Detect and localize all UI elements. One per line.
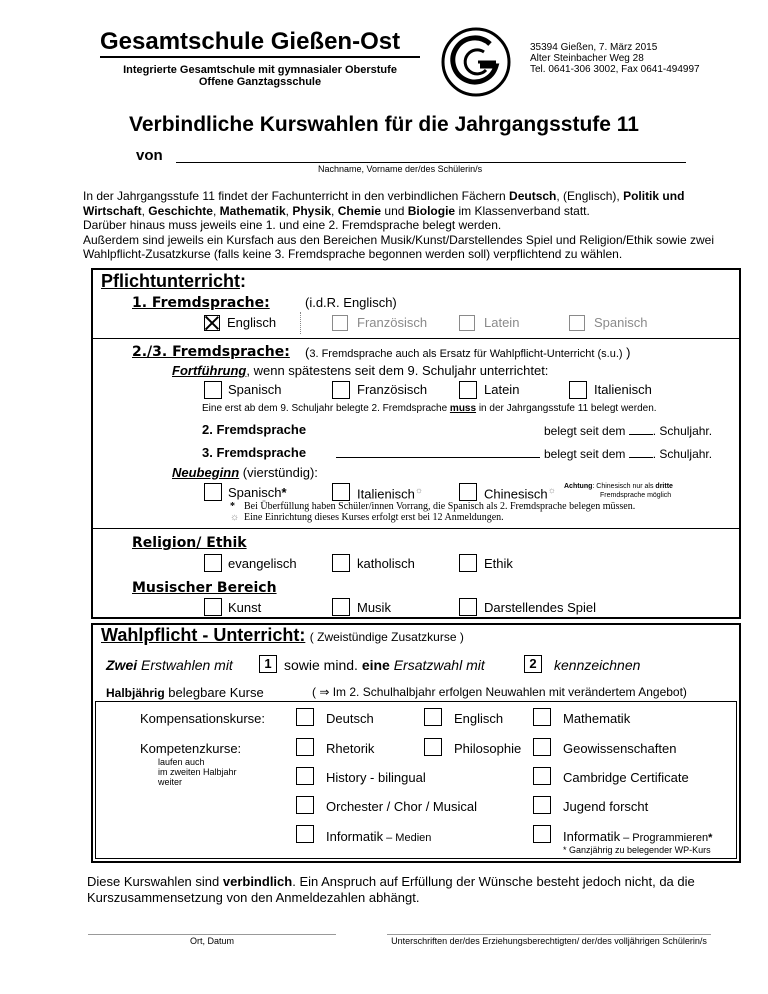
fs1-option-englisch: Englisch (227, 315, 277, 330)
footnote-sun: ☼ Eine Einrichtung dieses Kurses erfolgt erst bei 12 Anmeldungen. (230, 512, 504, 523)
komp-option-deutsch: Deutsch (326, 711, 374, 726)
komp-option-englisch: Englisch (454, 711, 504, 726)
neubeginn-line: Neubeginn (vierstündig): (172, 465, 318, 480)
fs1-note: (i.d.R. Englisch) (305, 295, 397, 310)
musisch-label: Musischer Bereich (132, 580, 277, 596)
fs1-option-spanisch: Spanisch (594, 315, 648, 330)
kompet-option-cambridge: Cambridge Certificate (563, 770, 689, 785)
achtung-note: Achtung: Chinesisch nur als dritte Fremdsprache möglich (564, 483, 673, 499)
halbjaehrig-note: ( ⇒ Im 2. Schulhalbjahr erfolgen Neuwahlen mit verändertem Angebot) (312, 685, 687, 699)
address-phone: Tel. 0641-306 3002, Fax 0641-494997 (530, 64, 700, 75)
parent-signature-line[interactable] (387, 934, 711, 935)
address-street: Alter Steinbacher Weg 28 (530, 53, 644, 64)
kompet-option-philosophie: Philosophie (454, 741, 522, 756)
religion-option-ethik: Ethik (484, 556, 513, 571)
footnote-star: * Bei Überfüllung haben Schüler/innen Vorrang, die Spanisch als 2. Fremdsprache belegen müssen. (230, 501, 636, 512)
name-caption: Nachname, Vorname der/des Schülerin/s (318, 164, 483, 174)
von-label: von (136, 147, 163, 164)
fort-option-italienisch: Italienisch (594, 382, 652, 397)
fs23-label: 2./3. Fremdsprache: (132, 344, 290, 360)
third-language-field[interactable] (336, 444, 540, 458)
second-language-since: belegt seit dem . Schuljahr. (544, 424, 713, 438)
musisch-option-ds: Darstellendes Spiel (484, 600, 597, 615)
fs23-note: (3. Fremdsprache auch als Ersatz für Wahlpflicht-Unterricht (s.u.) ) (305, 345, 631, 360)
wahlpflicht-heading: Wahlpflicht - Unterricht: ( Zweistündige Zusatzkurse ) (101, 625, 464, 645)
komp-englisch-checkbox[interactable] (424, 708, 442, 726)
kompet-option-informatik-medien: Informatik – Medien (326, 829, 432, 844)
fort-franzoesisch-checkbox[interactable] (332, 381, 350, 399)
fs1-franzoesisch-checkbox[interactable] (332, 315, 348, 331)
intro-text (83, 189, 743, 262)
neu-chinesisch-checkbox[interactable] (459, 483, 477, 501)
neu-option-spanisch: Spanisch* (228, 485, 287, 500)
kompet-jugend-forscht-checkbox[interactable] (533, 796, 551, 814)
kompet-option-geowissenschaften: Geowissenschaften (563, 741, 677, 756)
fort-italienisch-checkbox[interactable] (569, 381, 587, 399)
signature-caption: Unterschriften der/des Erziehungsberechtigten/ der/des volljährigen Schülerin/s (391, 936, 707, 946)
third-language-since: belegt seit dem . Schuljahr. (544, 447, 713, 461)
second-choice-marker: 2 (524, 655, 542, 673)
kompet-option-informatik-programmieren: Informatik – Programmieren* (563, 829, 713, 844)
fort-option-franzoesisch: Französisch (357, 382, 428, 397)
kompetenz-note: laufen auch im zweiten Halbjahr weiter (158, 757, 237, 787)
school-name: Gesamtschule Gießen-Ost (100, 28, 401, 55)
neubeginn-footnotes (230, 501, 635, 523)
kompet-geowissenschaften-checkbox[interactable] (533, 738, 551, 756)
kompet-orchester-checkbox[interactable] (296, 796, 314, 814)
second-language-label: 2. Fremdsprache (202, 422, 307, 437)
kompet-option-jugend-forscht: Jugend forscht (563, 799, 649, 814)
intro-paragraph-3: Außerdem sind jeweils ein Kursfach aus den Bereichen Musik/Kunst/Darstellendes Spiel und Religion/Ethik sowie zwei Wahlpflicht-Zusatzkurse (falls keine 3. Fremdsprache begonnen werden soll) verpflichtend zu wählen. (83, 232, 714, 261)
separator (300, 312, 301, 334)
third-language-label: 3. Fremdsprache (202, 445, 307, 460)
kompet-option-history: History - bilingual (326, 770, 426, 785)
third-language-year-field[interactable] (629, 447, 653, 458)
religion-ethik-checkbox[interactable] (459, 554, 477, 572)
intro-paragraph-2: Darüber hinaus muss jeweils eine 1. und eine 2. Fremdsprache belegt werden. (83, 218, 502, 232)
musisch-kunst-checkbox[interactable] (204, 598, 222, 616)
fort-latein-checkbox[interactable] (459, 381, 477, 399)
kompet-philosophie-checkbox[interactable] (424, 738, 442, 756)
pflicht-heading: Pflichtunterricht: (101, 271, 247, 291)
kompensation-label: Kompensationskurse: (140, 711, 266, 726)
musisch-ds-checkbox[interactable] (459, 598, 477, 616)
kompet-informatik-programmieren-checkbox[interactable] (533, 825, 551, 843)
fortfuehrung-line: Fortführung, wenn spätestens seit dem 9. Schuljahr unterrichtet: (172, 363, 549, 378)
halbjaehrig-line: Halbjährig belegbare Kurse (106, 685, 264, 700)
intro-paragraph-1: In der Jahrgangsstufe 11 findet der Fachunterricht in den verbindlichen Fächern Deutsch, (Englisch), Politik und Wirtschaft, Geschichte, Mathematik, Physik, Chemie und Biologie im Klassenverband statt. (83, 189, 685, 218)
kompet-cambridge-checkbox[interactable] (533, 767, 551, 785)
musisch-musik-checkbox[interactable] (332, 598, 350, 616)
school-logo-icon (440, 26, 512, 98)
neu-option-chinesisch: Chinesisch☼ (484, 485, 556, 502)
religion-katholisch-checkbox[interactable] (332, 554, 350, 572)
date-caption: Ort, Datum (189, 936, 234, 946)
kompet-history-checkbox[interactable] (296, 767, 314, 785)
fs1-option-franzoesisch: Französisch (357, 315, 428, 330)
ganzjaehrig-footnote: * Ganzjährig zu belegender WP-Kurs (563, 845, 711, 855)
wahlpflicht-instruction-2: sowie mind. eine Ersatzwahl mit (284, 657, 485, 673)
fs1-option-latein: Latein (484, 315, 520, 330)
kompet-option-orchester: Orchester / Chor / Musical (326, 799, 477, 814)
subtitle-line-2: Offene Ganztagsschule (198, 76, 322, 88)
first-choice-marker: 1 (259, 655, 277, 673)
komp-option-mathematik: Mathematik (563, 711, 631, 726)
date-signature-line[interactable] (88, 934, 336, 935)
religion-option-katholisch: katholisch (357, 556, 415, 571)
fs2-requirement-note: Eine erst ab dem 9. Schuljahr belegte 2. Fremdsprache muss in der Jahrgangsstufe 11 belegt werden. (202, 403, 657, 414)
neu-spanisch-checkbox[interactable] (204, 483, 222, 501)
subtitle-line-1: Integrierte Gesamtschule mit gymnasialer Oberstufe (123, 64, 397, 76)
wahlpflicht-instruction-3: kennzeichnen (554, 657, 641, 673)
fort-option-latein: Latein (484, 382, 520, 397)
divider (93, 338, 739, 339)
address-date: 35394 Gießen, 7. März 2015 (530, 42, 658, 53)
page-title: Verbindliche Kurswahlen für die Jahrgangsstufe 11 (129, 113, 639, 136)
kompet-rhetorik-checkbox[interactable] (296, 738, 314, 756)
closing-text: Diese Kurswahlen sind verbindlich. Ein Anspruch auf Erfüllung der Wünsche besteht jedoch nicht, da die Kurszusammensetzung von den Anmeldezahlen abhängt. (87, 874, 695, 905)
school-subtitle (102, 64, 418, 88)
religion-evangelisch-checkbox[interactable] (204, 554, 222, 572)
musisch-option-kunst: Kunst (228, 600, 262, 615)
fort-spanisch-checkbox[interactable] (204, 381, 222, 399)
fs1-englisch-checkbox[interactable] (204, 315, 220, 331)
school-address (530, 42, 700, 75)
second-language-year-field[interactable] (629, 424, 653, 435)
komp-mathematik-checkbox[interactable] (533, 708, 551, 726)
neu-italienisch-checkbox[interactable] (332, 483, 350, 501)
komp-deutsch-checkbox[interactable] (296, 708, 314, 726)
student-name-field[interactable] (176, 162, 686, 163)
fs1-label: 1. Fremdsprache: (132, 295, 270, 311)
kompet-informatik-medien-checkbox[interactable] (296, 825, 314, 843)
header-rule (100, 56, 420, 58)
fort-option-spanisch: Spanisch (228, 382, 282, 397)
religion-label: Religion/ Ethik (132, 535, 247, 551)
fs1-spanisch-checkbox[interactable] (569, 315, 585, 331)
musisch-option-musik: Musik (357, 600, 391, 615)
kompetenz-label: Kompetenzkurse: (140, 741, 242, 756)
neu-option-italienisch: Italienisch☼ (357, 485, 424, 502)
fs1-latein-checkbox[interactable] (459, 315, 475, 331)
kompet-option-rhetorik: Rhetorik (326, 741, 375, 756)
religion-option-evangelisch: evangelisch (228, 556, 297, 571)
wahlpflicht-instruction: Zwei Erstwahlen mit (106, 657, 233, 673)
divider (93, 528, 739, 529)
